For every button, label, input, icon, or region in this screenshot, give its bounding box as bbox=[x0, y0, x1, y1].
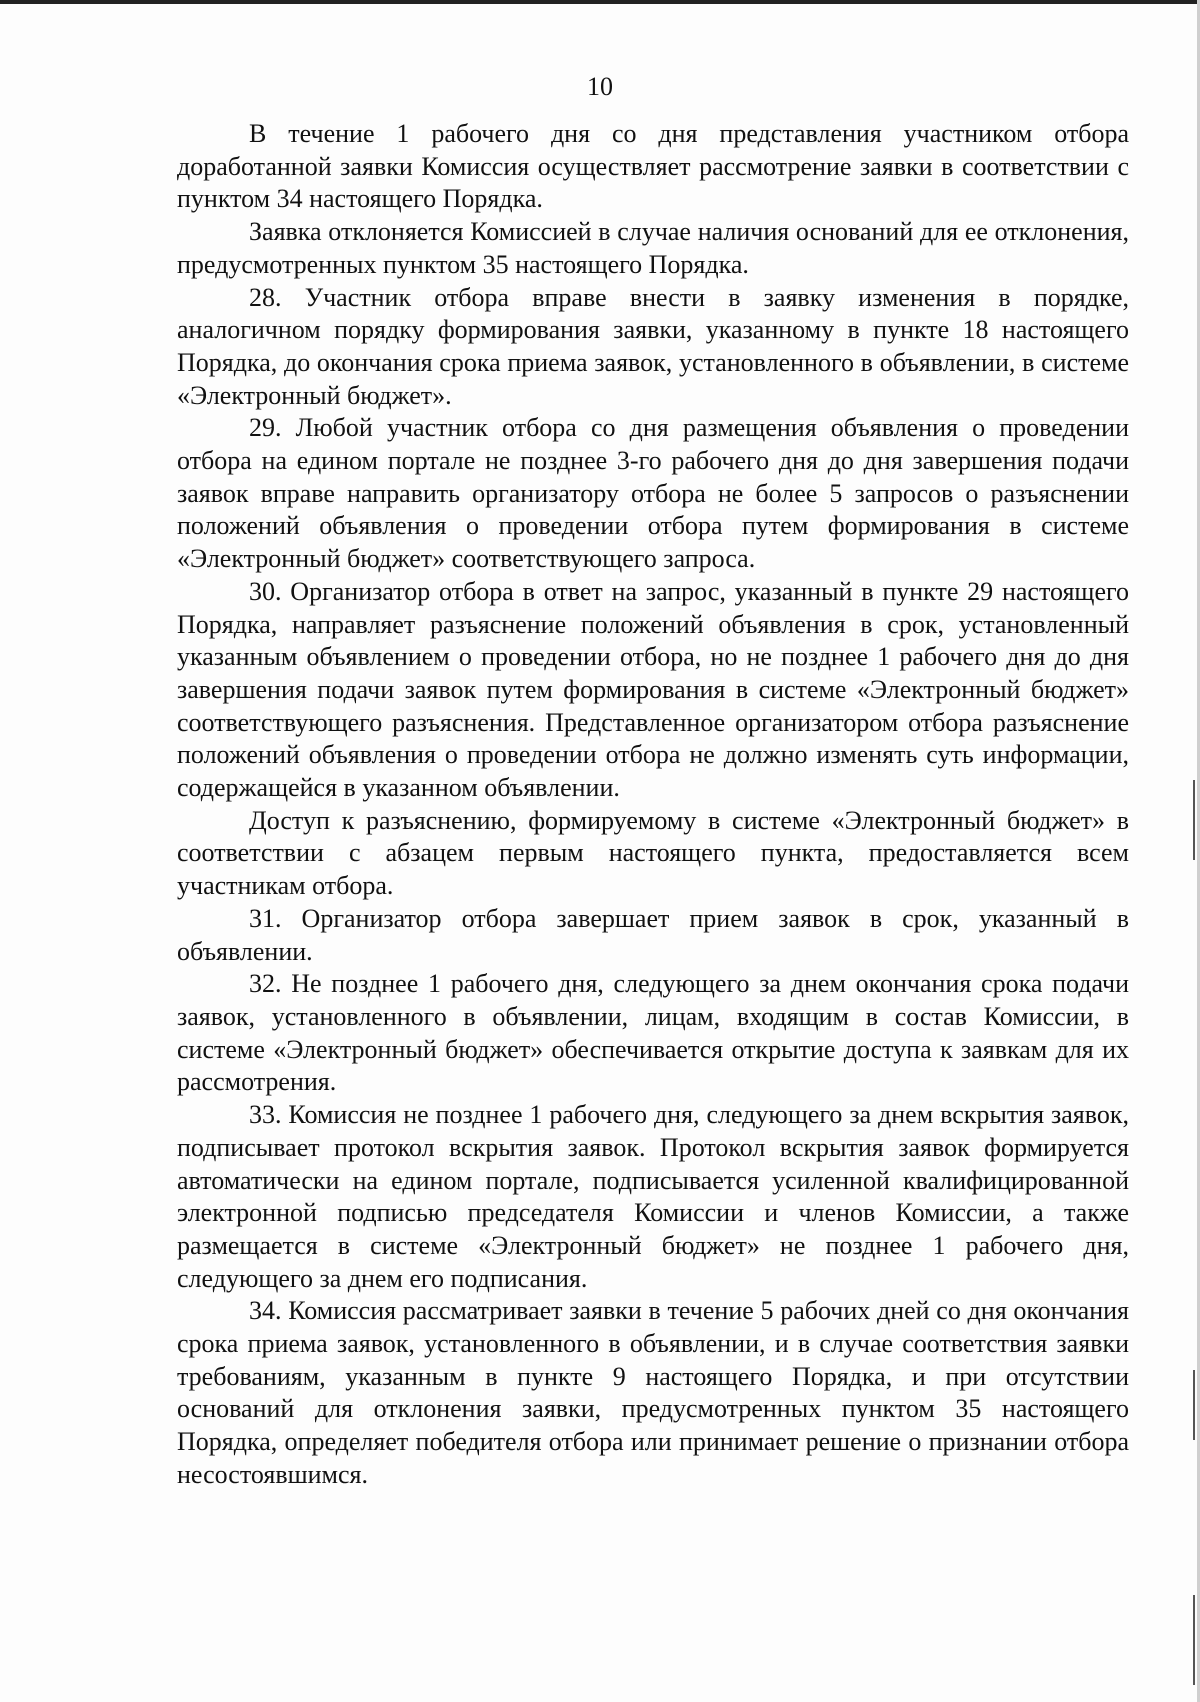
paragraph-clause-32: 32. Не позднее 1 рабочего дня, следующего за днем окончания срока подачи заявок, установленного в объявлении, лицам, входящим в состав Комиссии, в системе «Электронный бюджет» обеспечивается открытие доступа к заявкам для их рассмотрения. bbox=[177, 969, 1129, 1097]
paragraph-clause-34: 34. Комиссия рассматривает заявки в течение 5 рабочих дней со дня окончания срока приема заявок, установленного в объявлении, и в случае соответствия заявки требованиям, указанным в пункте 9 настоящего Порядка, и при отсутствии оснований для отклонения заявки, предусмотренных пунктом 35 настоящего Порядка, определяет победителя отбора или принимает решение о признании отбора несостоявшимся. bbox=[177, 1296, 1129, 1489]
paragraph-application-rejection: Заявка отклоняется Комиссией в случае наличия оснований для ее отклонения, предусмотренных пунктом 35 настоящего Порядка. bbox=[177, 217, 1129, 279]
paragraph-clause-30: 30. Организатор отбора в ответ на запрос, указанный в пункте 29 настоящего Порядка, направляет разъяснение положений объявления в срок, установленный указанным объявлением о проведении отбора, но не позднее 1 рабочего дня до дня завершения подачи заявок путем формирования в системе «Электронный бюджет» соответствующего разъяснения. Представленное организатором отбора разъяснение положений объявления о проведении отбора не должно изменять суть информации, содержащейся в указанном объявлении. bbox=[177, 576, 1129, 803]
scan-margin-mark bbox=[1193, 1595, 1195, 1685]
scan-margin-mark bbox=[1193, 1370, 1195, 1440]
document-body bbox=[177, 118, 1129, 1492]
scan-margin-mark bbox=[1193, 780, 1195, 860]
paragraph-clarification-access: Доступ к разъяснению, формируемому в системе «Электронный бюджет» в соответствии с абзацем первым настоящего пункта, предоставляется всем участникам отбора. bbox=[177, 805, 1129, 901]
paragraph-clause-28: 28. Участник отбора вправе внести в заявку изменения в порядке, аналогичном порядку формирования заявки, указанному в пункте 18 настоящего Порядка, до окончания срока приема заявок, установленного в объявлении, в системе «Электронный бюджет». bbox=[177, 282, 1129, 410]
paragraph-review-revised-application: В течение 1 рабочего дня со дня представления участником отбора доработанной заявки Комиссия осуществляет рассмотрение заявки в соответствии с пунктом 34 настоящего Порядка. bbox=[177, 119, 1129, 214]
paragraph-clause-29: 29. Любой участник отбора со дня размещения объявления о проведении отбора на едином портале не позднее 3-го рабочего дня до дня завершения подачи заявок вправе направить организатору отбора не более 5 запросов о разъяснении положений объявления о проведении отбора путем формирования в системе «Электронный бюджет» соответствующего запроса. bbox=[177, 413, 1129, 574]
paragraph-clause-33: 33. Комиссия не позднее 1 рабочего дня, следующего за днем вскрытия заявок, подписывает протокол вскрытия заявок. Протокол вскрытия заявок формируется автоматически на едином портале, подписывается усиленной квалифицированной электронной подписью председателя Комиссии и членов Комиссии, а также размещается в системе «Электронный бюджет» не позднее 1 рабочего дня, следующего за днем его подписания. bbox=[177, 1100, 1129, 1293]
page-number: 10 bbox=[587, 72, 613, 101]
scan-top-edge bbox=[0, 0, 1200, 4]
paragraph-clause-31: 31. Организатор отбора завершает прием заявок в срок, указанный в объявлении. bbox=[177, 903, 1129, 966]
